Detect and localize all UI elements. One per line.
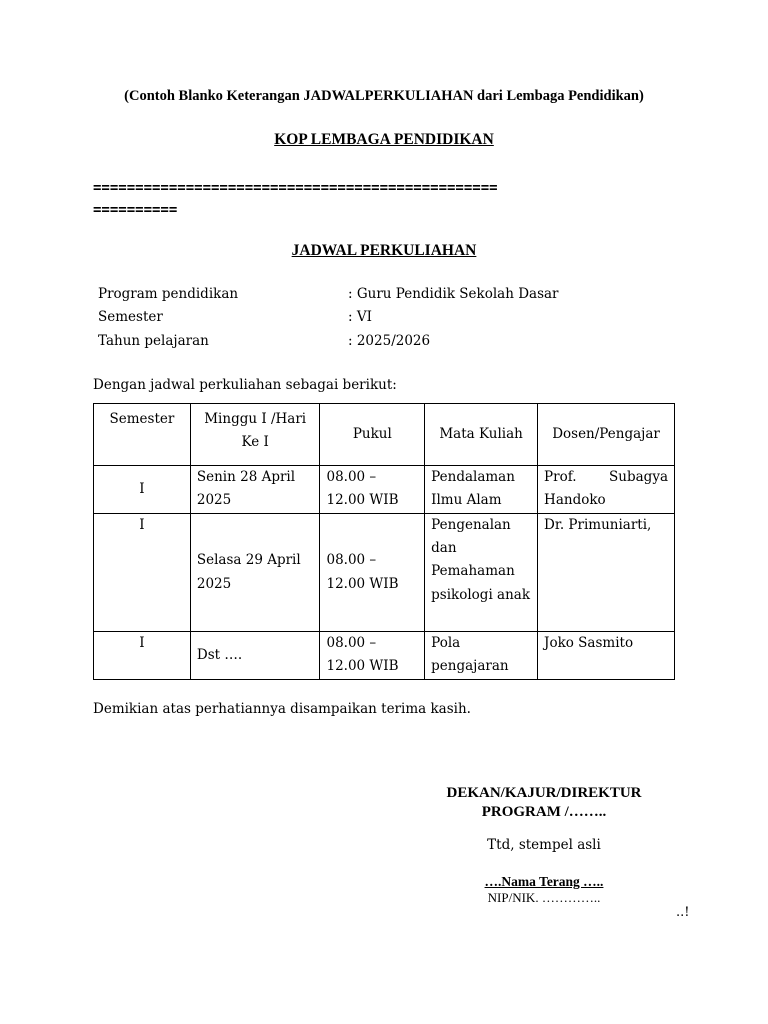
- cell-mata-kuliah: Pengenalan dan Pemahaman psikologi anak: [425, 514, 538, 632]
- closing-text: Demikian atas perhatiannya disampaikan terima kasih.: [93, 701, 471, 717]
- info-value: : Guru Pendidik Sekolah Dasar: [348, 286, 559, 302]
- signatory-title: DEKAN/KAJUR/DIREKTUR PROGRAM /……..: [446, 785, 642, 820]
- table-row: [94, 466, 675, 514]
- info-value: : 2025/2026: [348, 332, 431, 349]
- cell-hari: Dst ….: [190, 632, 320, 680]
- cell-hari: Selasa 29 April 2025: [190, 514, 320, 632]
- info-label: Program pendidikan: [98, 286, 239, 302]
- info-value: : VI: [348, 309, 372, 326]
- header-minggu: Minggu I /Hari Ke I: [190, 404, 320, 466]
- schedule-title: JADWAL PERKULIAHAN: [291, 242, 477, 259]
- cell-semester: I: [94, 466, 191, 514]
- trailing-mark: ..!: [676, 905, 690, 920]
- cell-pukul: 08.00 – 12.00 WIB: [320, 514, 425, 632]
- cell-dosen: Joko Sasmito: [538, 632, 675, 680]
- separator-rule: ================================================ ==========: [93, 180, 498, 218]
- info-label: Tahun pelajaran: [98, 332, 209, 349]
- cell-semester: I: [94, 632, 191, 680]
- table-row: [94, 514, 675, 632]
- header-dosen: Dosen/Pengajar: [538, 404, 675, 466]
- info-row-semester: [98, 306, 559, 329]
- document-caption: (Contoh Blanko Keterangan JADWALPERKULIAHAN dari Lembaga Pendidikan): [124, 88, 644, 104]
- cell-hari: Senin 28 April 2025: [190, 466, 320, 514]
- info-row-program: [98, 283, 559, 306]
- header-semester: Semester: [94, 404, 191, 466]
- cell-mata-kuliah: Pendalaman Ilmu Alam: [425, 466, 538, 514]
- cell-mata-kuliah: Pola pengajaran: [425, 632, 538, 680]
- table-header-row: [94, 404, 675, 466]
- program-info: [98, 283, 559, 353]
- header-mata-kuliah: Mata Kuliah: [425, 404, 538, 466]
- signatory-name: ….Nama Terang …..: [484, 874, 604, 889]
- signature-note: Ttd, stempel asli: [487, 837, 601, 853]
- cell-pukul: 08.00 – 12.00 WIB: [320, 632, 425, 680]
- cell-dosen: Dr. Primuniarti,: [538, 514, 675, 632]
- cell-pukul: 08.00 – 12.00 WIB: [320, 466, 425, 514]
- signatory-nip: NIP/NIK. …………..: [487, 890, 601, 905]
- table-row: [94, 632, 675, 680]
- cell-dosen: Prof. Subagya Handoko: [538, 466, 675, 514]
- cell-semester: I: [94, 514, 191, 632]
- header-pukul: Pukul: [320, 404, 425, 466]
- letterhead-title: KOP LEMBAGA PENDIDIKAN: [274, 131, 494, 148]
- info-label: Semester: [98, 309, 163, 326]
- intro-text: Dengan jadwal perkuliahan sebagai berikut:: [93, 377, 397, 393]
- info-row-tahun: [98, 330, 559, 353]
- schedule-table: [93, 403, 675, 680]
